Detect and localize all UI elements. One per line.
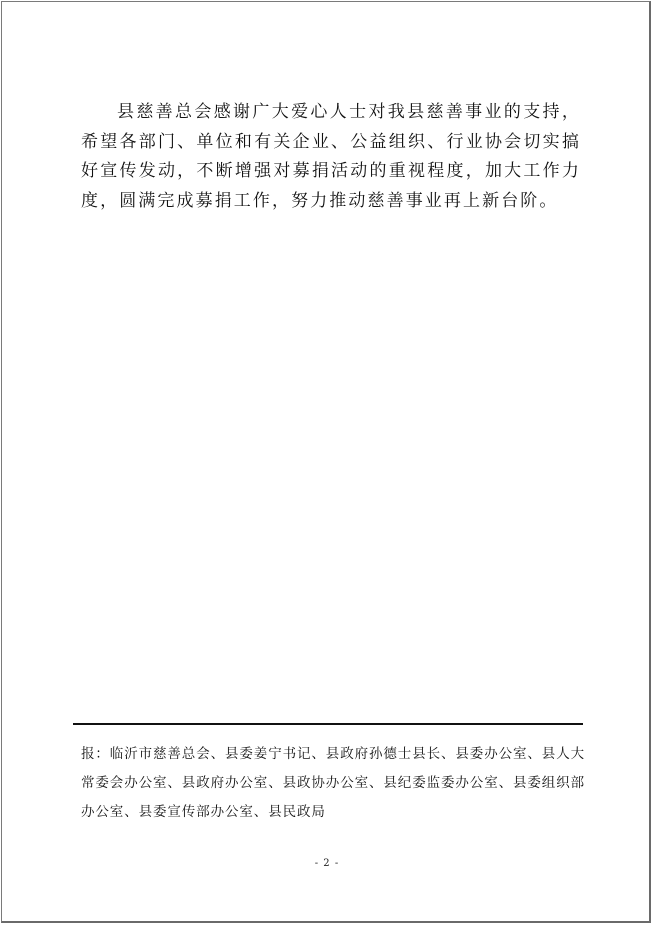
- page-number: - 2 -: [314, 858, 340, 869]
- distribution-list: 报：临沂市慈善总会、县委姜宁书记、县政府孙德士县长、县委办公室、县人大常委会办公室、县政府办公室、县政协办公室、县纪委监委办公室、县委组织部办公室、县委宣传部办公室、县民政局: [81, 746, 585, 820]
- separator-line: [73, 723, 583, 725]
- body-paragraph: 县慈善总会感谢广大爱心人士对我县慈善事业的支持，希望各部门、单位和有关企业、公益组织、行业协会切实搞好宣传发动，不断增强对募捐活动的重视程度，加大工作力度，圆满完成募捐工作，努力推动慈善事业再上新台阶。: [81, 102, 581, 211]
